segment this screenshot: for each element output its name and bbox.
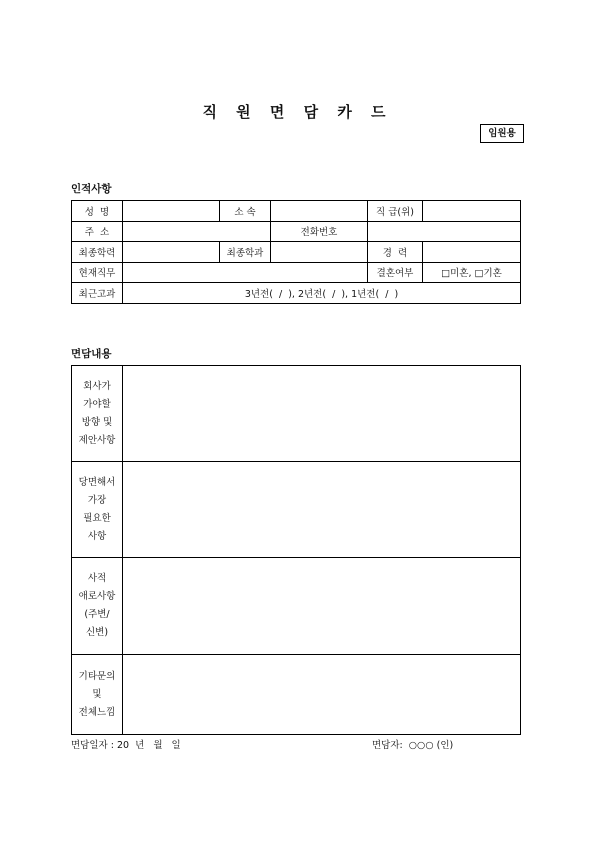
interview-row-label <box>72 462 123 558</box>
marital-status-checkboxes[interactable]: □미혼, □기혼 <box>423 262 521 283</box>
personal-info-section-title: 인적사항 <box>71 183 112 195</box>
address-label: 주 소 <box>72 221 123 242</box>
interviewer-signature: 면담자: ○○○ (인) <box>372 740 454 751</box>
label-line: 전체느낌 <box>78 706 116 718</box>
interview-content-table <box>71 365 521 735</box>
interview-row-label <box>72 655 123 735</box>
name-label: 성 명 <box>72 201 123 222</box>
label-line: 가야할 <box>83 398 111 410</box>
interview-date: 면담일자 : 20 년 월 일 <box>71 740 181 751</box>
department-label: 소 속 <box>220 201 271 222</box>
label-line: 필요한 <box>83 512 111 524</box>
education-label: 최종학력 <box>72 242 123 263</box>
major-field[interactable] <box>271 242 368 263</box>
table-row <box>72 655 521 735</box>
personal-info-table <box>71 200 521 304</box>
label-line: 회사가 <box>83 380 111 392</box>
major-label: 최종학과 <box>220 242 271 263</box>
label-line: 방향 및 <box>81 416 113 428</box>
address-field[interactable] <box>123 221 271 242</box>
career-field[interactable] <box>423 242 521 263</box>
table-row <box>72 462 521 558</box>
label-line: 가장 <box>87 494 107 506</box>
label-line: 사항 <box>87 530 107 542</box>
current-job-field[interactable] <box>123 262 368 283</box>
table-row <box>72 366 521 462</box>
recent-review-field[interactable]: 3년전( / ), 2년전( / ), 1년전( / ) <box>123 283 521 304</box>
executive-use-badge: 임원용 <box>480 124 524 143</box>
rank-field[interactable] <box>423 201 521 222</box>
label-line: 기타문의 <box>78 670 116 682</box>
name-field[interactable] <box>123 201 220 222</box>
company-direction-content-field[interactable] <box>123 366 521 462</box>
career-label: 경 력 <box>368 242 423 263</box>
label-line: 애로사항 <box>78 591 116 602</box>
interview-row-label <box>72 366 123 462</box>
label-line: 사적 <box>87 573 107 584</box>
other-inquiries-content-field[interactable] <box>123 655 521 735</box>
label-line: (주변/ <box>84 609 110 620</box>
table-row <box>72 221 521 242</box>
rank-label: 직 급(위) <box>368 201 423 222</box>
label-line: 당면해서 <box>78 476 116 488</box>
interview-section-title: 면담내용 <box>71 348 112 360</box>
table-row <box>72 558 521 655</box>
table-row <box>72 262 521 283</box>
immediate-needs-content-field[interactable] <box>123 462 521 558</box>
table-row <box>72 242 521 263</box>
department-field[interactable] <box>271 201 368 222</box>
label-line: 및 <box>92 688 102 700</box>
table-row <box>72 201 521 222</box>
marital-status-label: 결혼여부 <box>368 262 423 283</box>
recent-review-label: 최근고과 <box>72 283 123 304</box>
phone-label: 전화번호 <box>271 221 368 242</box>
table-row <box>72 283 521 304</box>
phone-field[interactable] <box>368 221 521 242</box>
label-line: 제안사항 <box>78 434 116 446</box>
personal-difficulties-content-field[interactable] <box>123 558 521 655</box>
education-field[interactable] <box>123 242 220 263</box>
interview-row-label <box>72 558 123 655</box>
current-job-label: 현재직무 <box>72 262 123 283</box>
label-line: 신변) <box>85 627 109 638</box>
page-title: 직 원 면 담 카 드 <box>202 103 393 121</box>
